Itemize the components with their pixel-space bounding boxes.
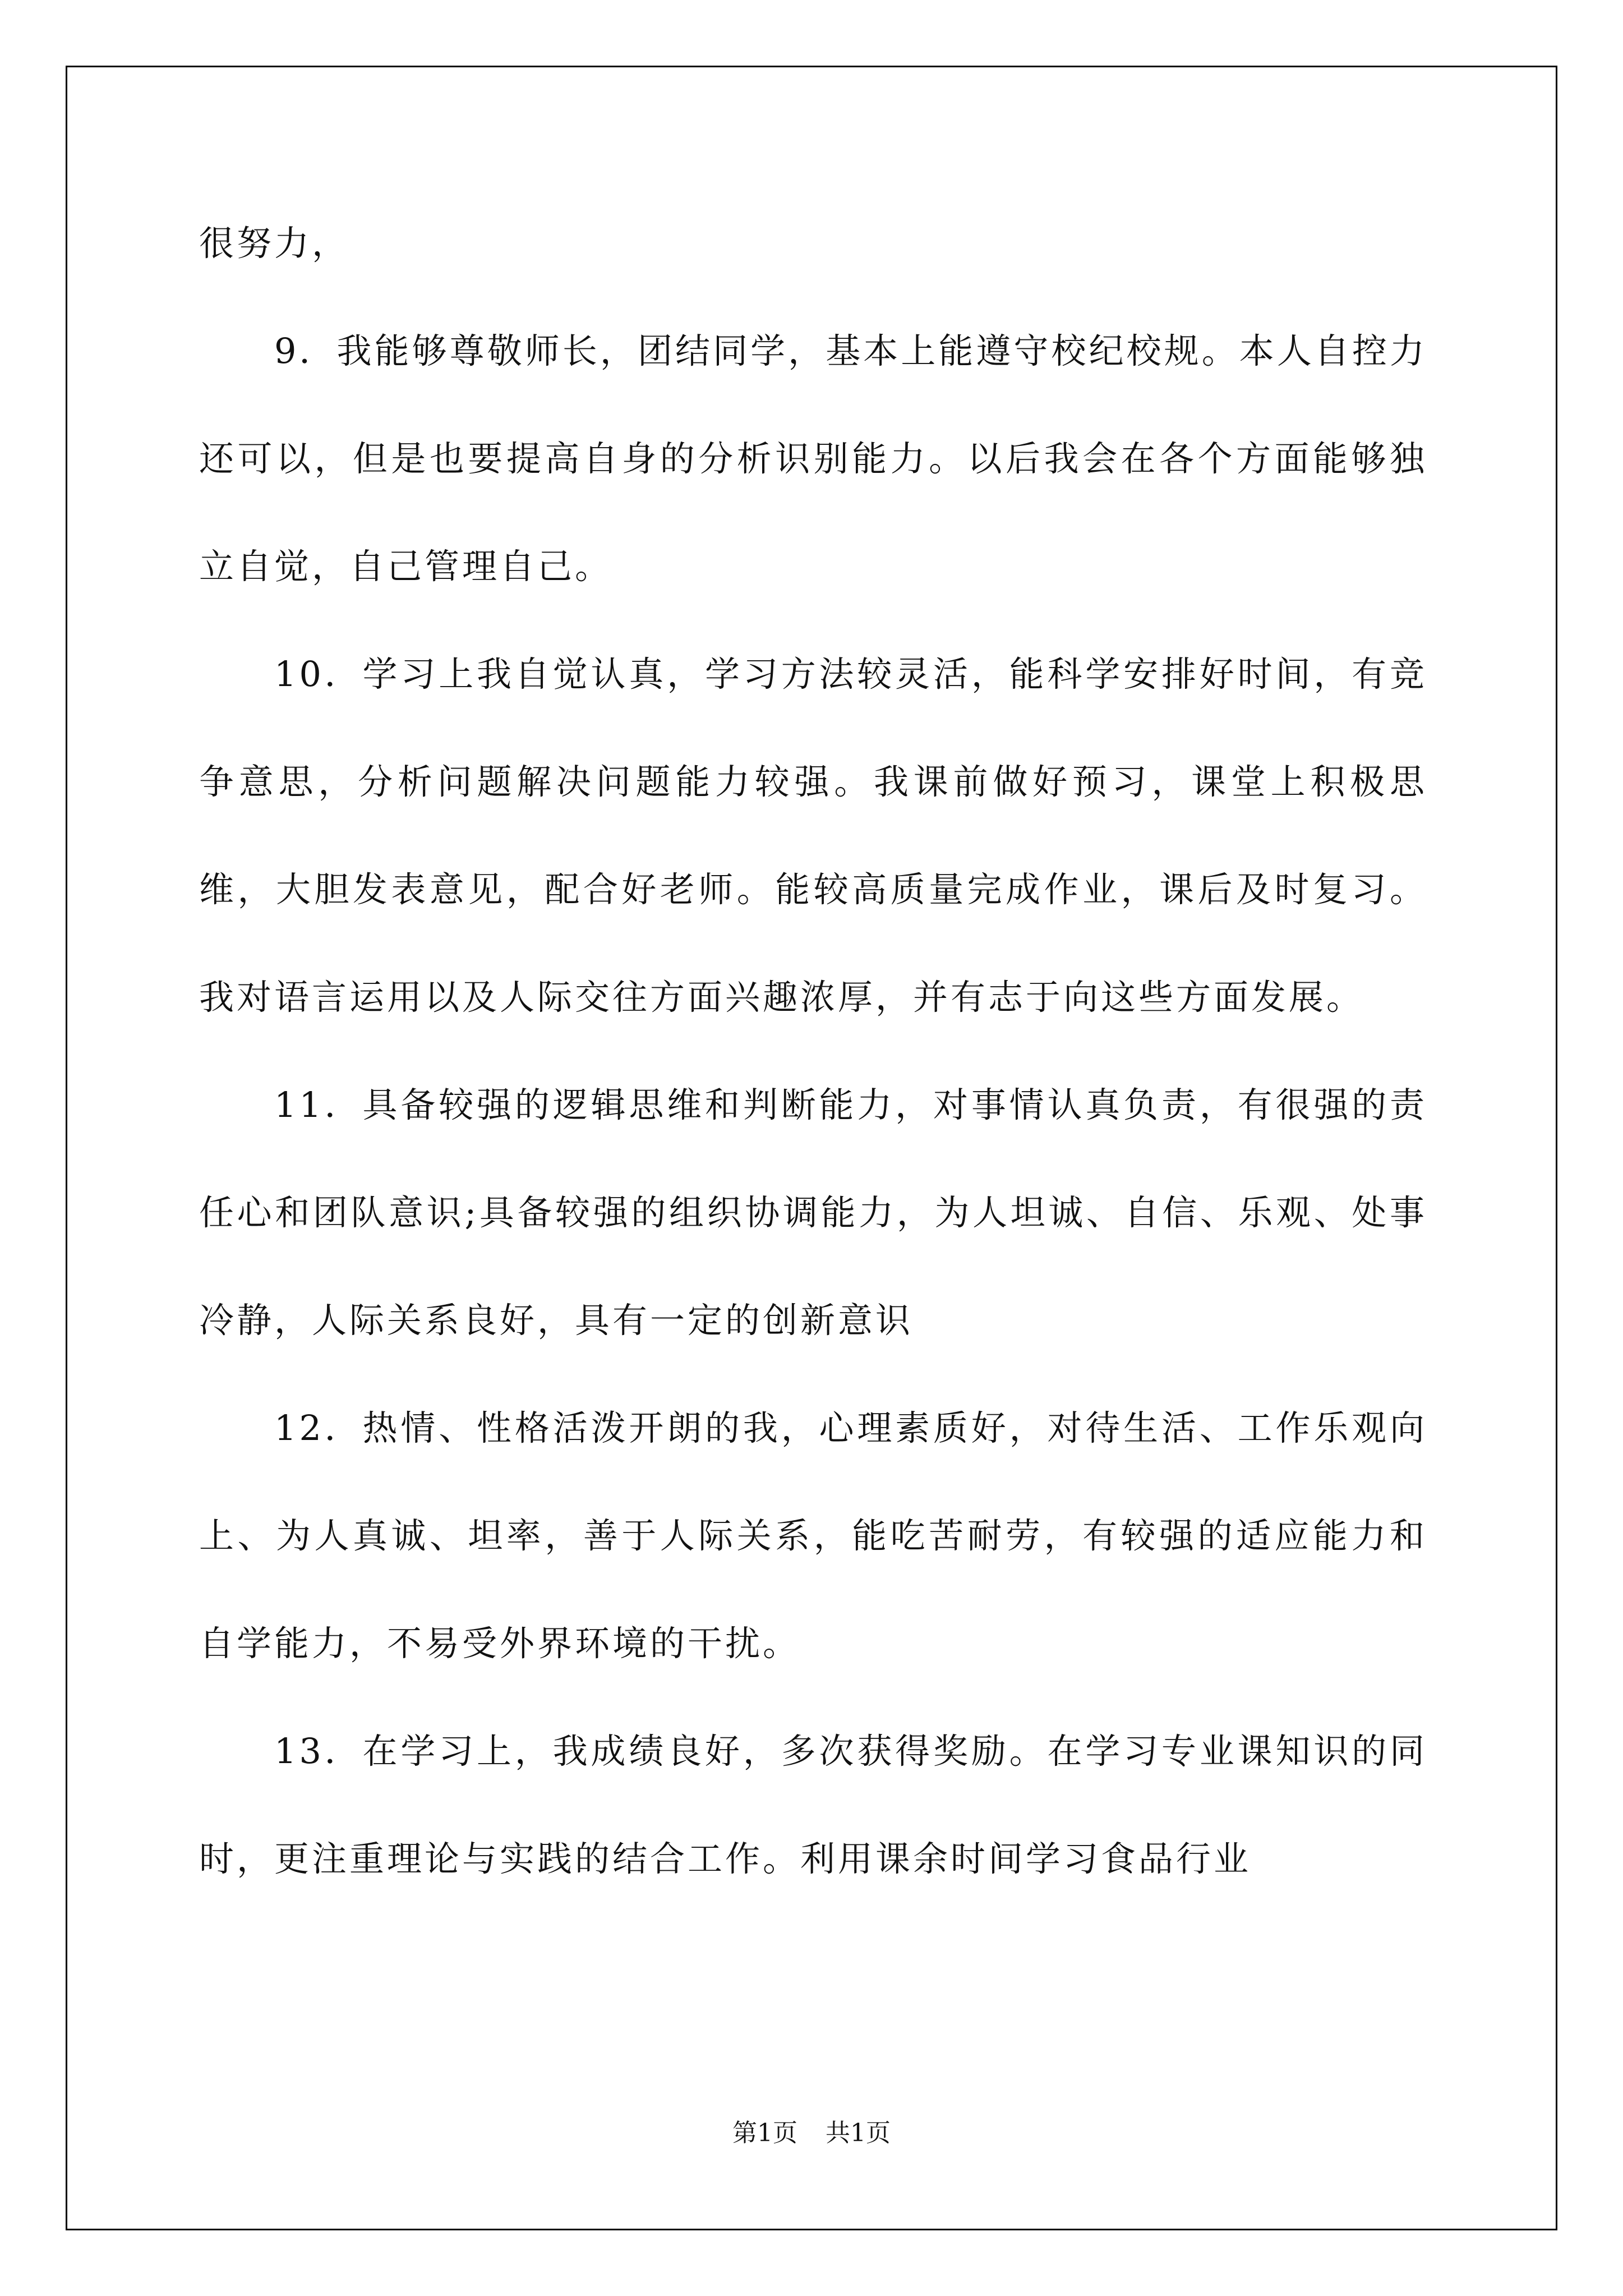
paragraph-item-12: 12．热情、性格活泼开朗的我，心理素质好，对待生活、工作乐观向上、为人真诚、坦率，善于人际关系，能吃苦耐劳，有较强的适应能力和自学能力，不易受外界环境的干扰。	[199, 1407, 1427, 1664]
paragraph-item-13: 13．在学习上，我成绩良好，多次获得奖励。在学习专业课知识的同时，更注重理论与实践的结合工作。利用课余时间学习食品行业	[199, 1731, 1427, 1879]
paragraph-item-9: 9．我能够尊敬师长，团结同学，基本上能遵守校纪校规。本人自控力还可以，但是也要提高自身的分析识别能力。以后我会在各个方面能够独立自觉，自己管理自己。	[199, 330, 1427, 587]
paragraph-item-10: 10．学习上我自觉认真，学习方法较灵活，能科学安排好时间，有竞争意思，分析问题解决问题能力较强。我课前做好预习，课堂上积极思维，大胆发表意见，配合好老师。能较高质量完成作业，课后及时复习。我对语言运用以及人际交往方面兴趣浓厚，并有志于向这些方面发展。	[199, 654, 1427, 1018]
page-footer	[0, 2116, 1623, 2150]
page-number: 第1页	[732, 2119, 797, 2147]
document-body	[199, 190, 1427, 1913]
paragraph-continuation: 很努力，	[199, 223, 350, 264]
paragraph-item-11: 11．具备较强的逻辑思维和判断能力，对事情认真负责，有很强的责任心和团队意识;具备较强的组织协调能力，为人坦诚、自信、乐观、处事冷静，人际关系良好，具有一定的创新意识	[199, 1084, 1427, 1341]
page-total: 共1页	[826, 2119, 891, 2147]
